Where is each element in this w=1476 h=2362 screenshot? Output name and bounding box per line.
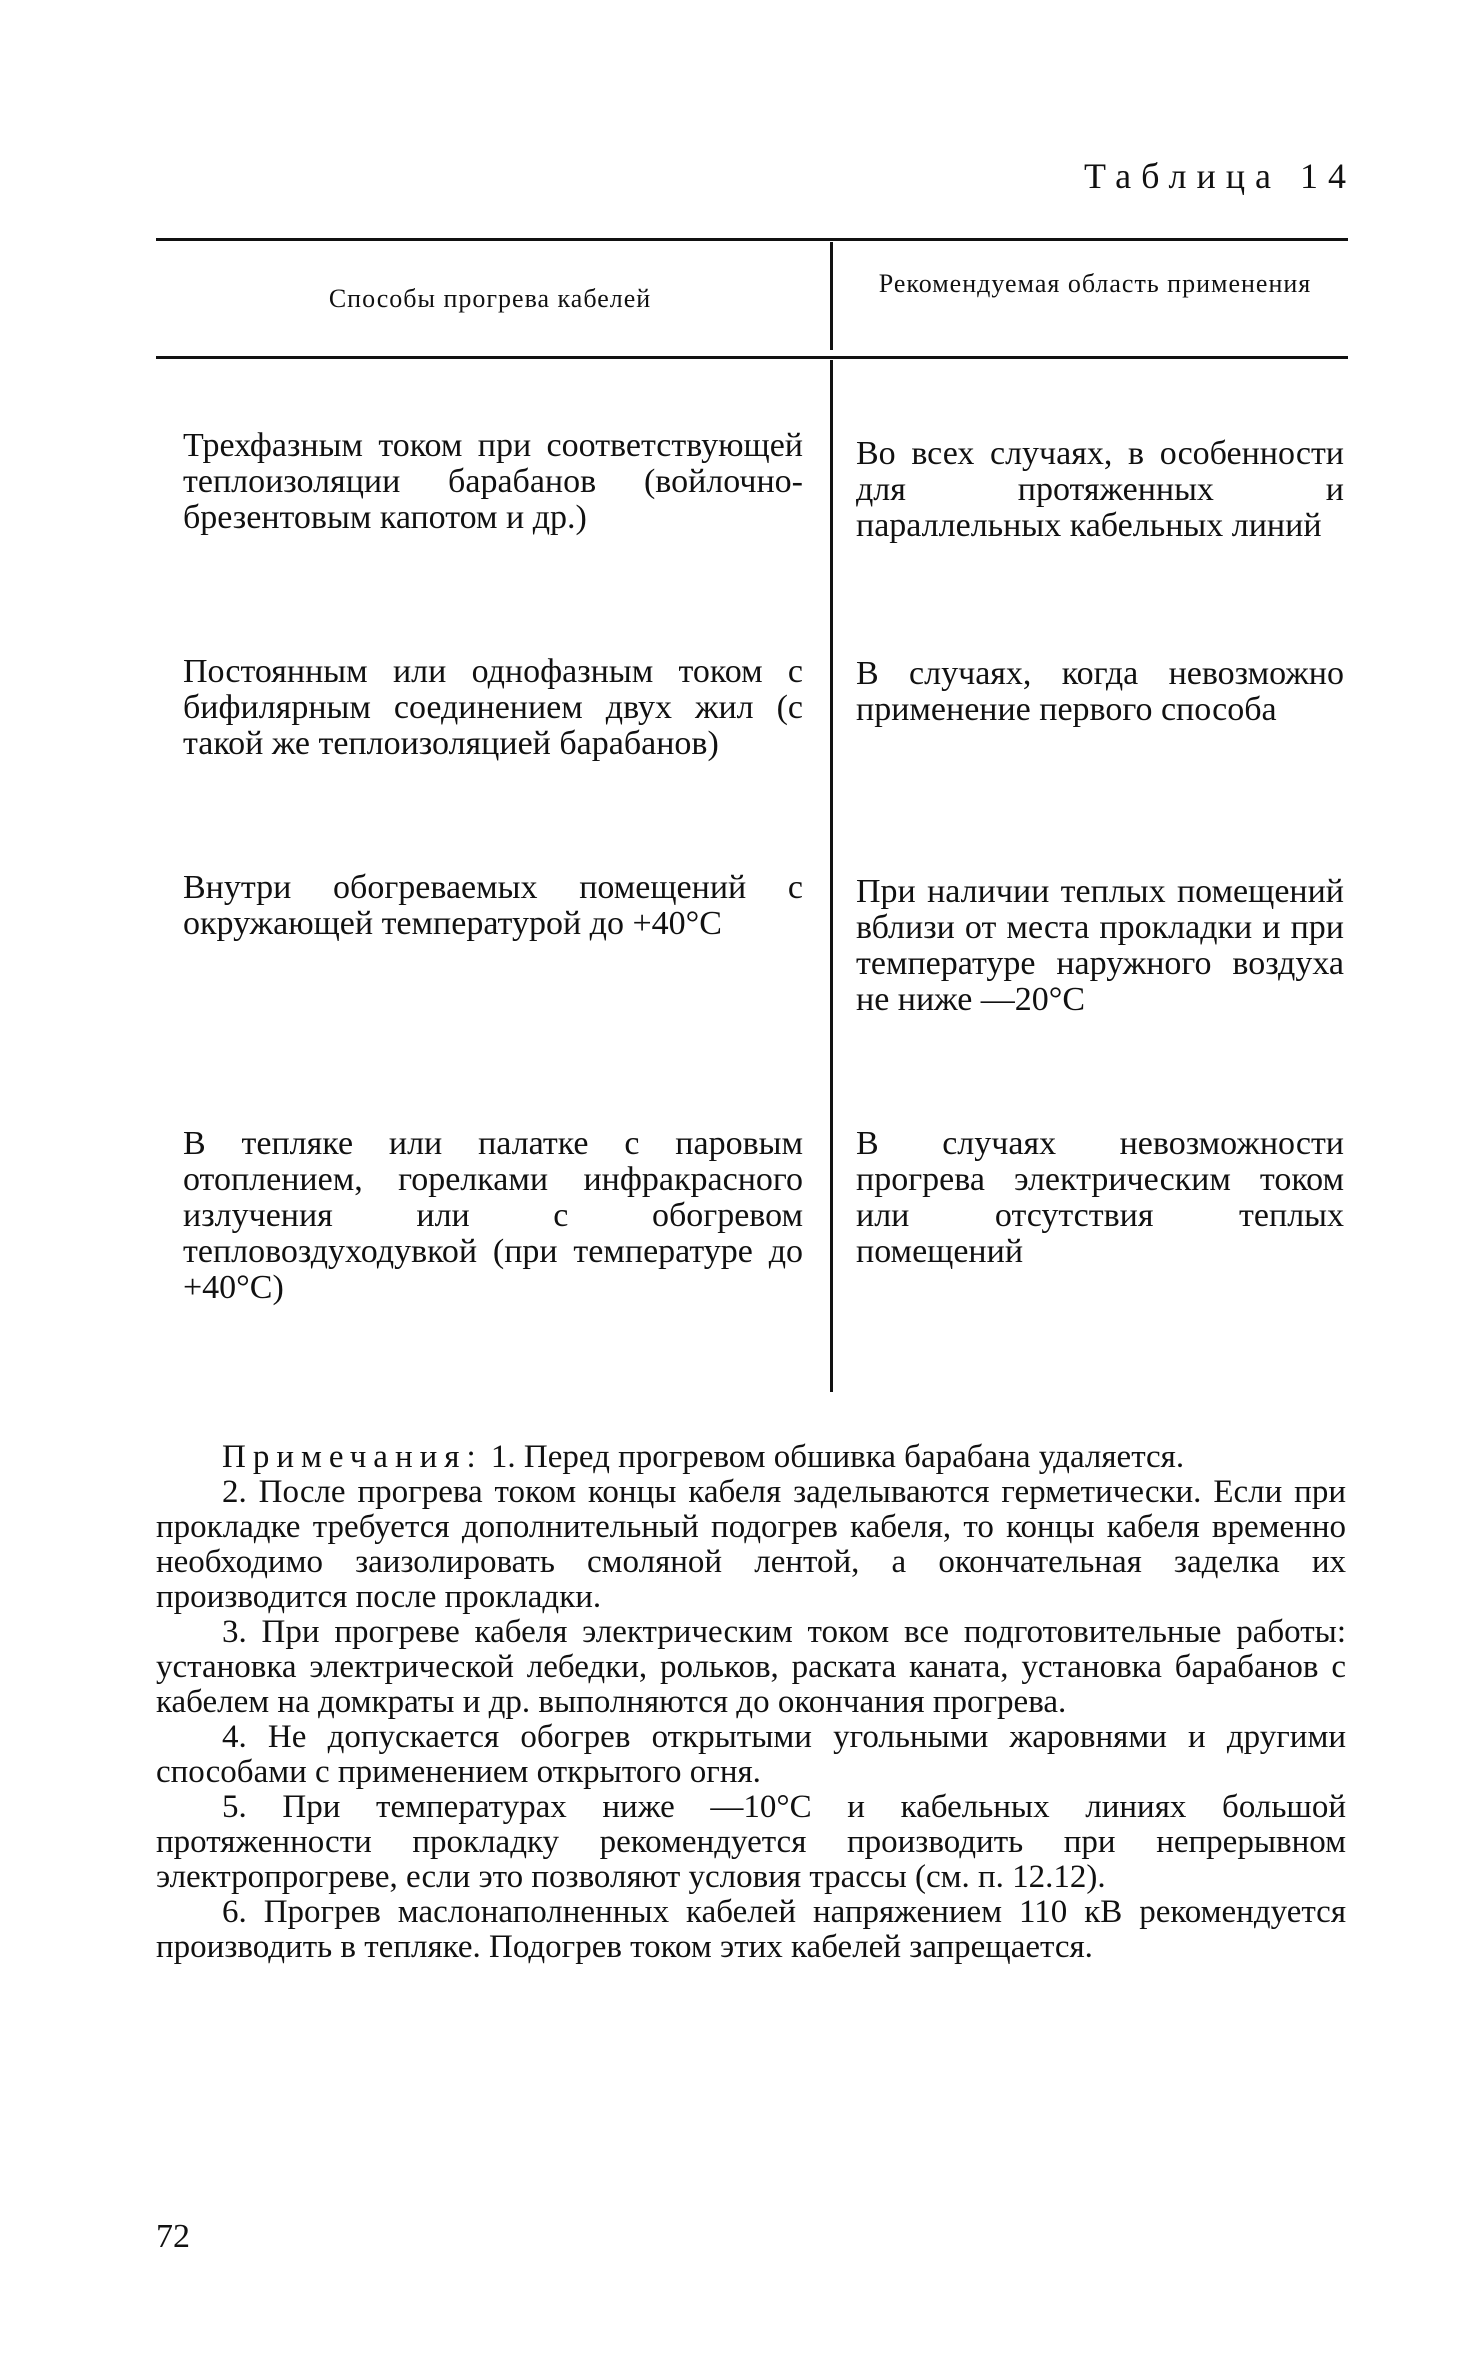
note-1: [156, 1440, 1346, 1475]
table-top-rule: [156, 238, 1348, 241]
header-column-divider: [830, 242, 833, 350]
body-column-divider: [830, 360, 833, 1392]
note-2: 2. После прогрева током концы кабеля заделываются герметически. Если при прокладке требуется дополнительный подогрев кабеля, то концы кабеля временно необходимо заизолировать смоляной лентой, а окончательная заделка их производится после прокладки.: [156, 1474, 1346, 1615]
note-4: 4. Не допускается обогрев открытыми угольными жаровнями и другими способами с применением открытого огня.: [156, 1719, 1346, 1790]
table-title: Таблица 14: [1084, 156, 1356, 196]
note-1-text: 1. Перед прогревом обшивка барабана удаляется.: [490, 1439, 1185, 1475]
table-row-1-method: Трехфазным током при соответствующей теплоизоляции барабанов (войлочно-брезентовым капотом и др.): [183, 427, 803, 536]
notes-section: [156, 1440, 1346, 1965]
note-6: 6. Прогрев маслонаполненных кабелей напряжением 110 кВ рекомендуется производить в тепляке. Подогрев током этих кабелей запрещается.: [156, 1894, 1346, 1965]
note-3: 3. При прогреве кабеля электрическим током все подготовительные работы: установка электрической лебедки, рольков, раската каната, установка барабанов с кабелем на домкраты и др. выполняются до окончания прогрева.: [156, 1614, 1346, 1720]
table-row-2-method: Постоянным или однофазным током с бифилярным соединением двух жил (с такой же теплоизоляцией барабанов): [183, 653, 803, 762]
notes-label: Примечания:: [222, 1439, 483, 1475]
table-row-2-application: В случаях, когда невозможно применение первого способа: [856, 655, 1344, 728]
table-row-3-application: При наличии теплых помещений вблизи от места прокладки и при температуре наружного воздуха не ниже —20°С: [856, 873, 1344, 1018]
note-5: 5. При температурах ниже —10°С и кабельных линиях большой протяженности прокладку рекомендуется производить при непрерывном электропрогреве, если это позволяют условия трассы (см. п. 12.12).: [156, 1789, 1346, 1895]
column-header-methods: Способы прогрева кабелей: [328, 284, 652, 313]
table-row-3-method: Внутри обогреваемых помещений с окружающей температурой до +40°С: [183, 869, 803, 942]
page-number: 72: [156, 2218, 190, 2255]
table-row-4-method: В тепляке или палатке с паровым отоплением, горелками инфракрасного излучения или с обогревом тепловоздуходувкой (при температуре до +40°С): [183, 1125, 803, 1306]
table-row-4-application: В случаях невозможности прогрева электрическим током или отсутствия теплых помещений: [856, 1125, 1344, 1270]
column-header-application: Рекомендуемая область применения: [878, 269, 1312, 298]
table-header-rule: [156, 356, 1348, 359]
table-row-1-application: Во всех случаях, в особенности для протяженных и параллельных кабельных линий: [856, 435, 1344, 544]
